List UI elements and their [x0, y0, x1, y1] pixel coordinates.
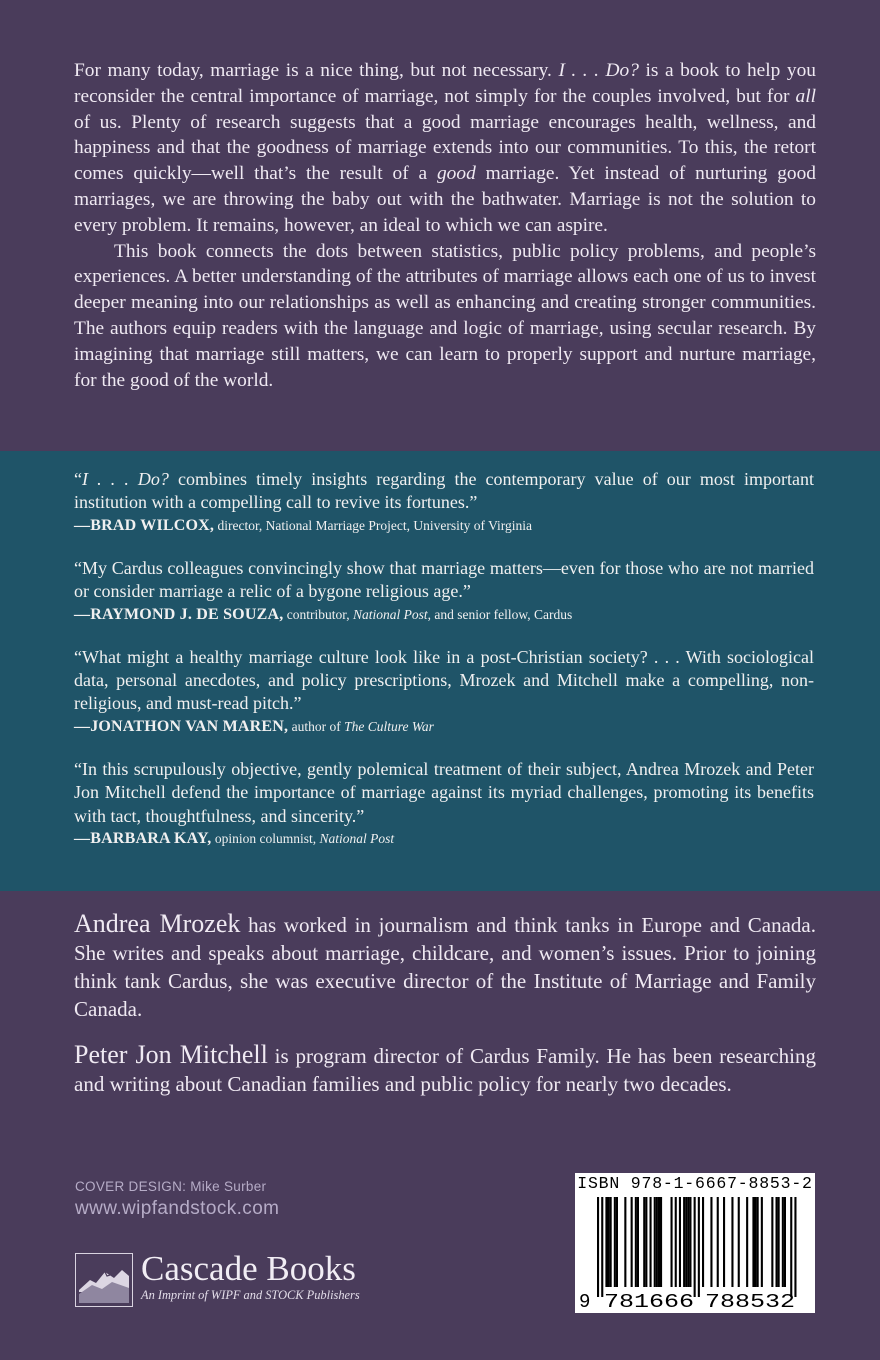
barcode-bar	[702, 1197, 704, 1287]
barcode-bar	[776, 1197, 778, 1287]
author-bio-text: has worked in journalism and think tanks in Europe and Canada. She writes and speaks about marriage, childcare, and women’s issues. Prior to joining think tank Cardus, she was executive director of the Institute of Marriage and Family Canada.	[74, 913, 817, 1021]
barcode-bar	[631, 1197, 633, 1287]
barcode-bar	[679, 1197, 681, 1287]
author-bio	[74, 910, 816, 1023]
barcode-digit-lead: 9	[579, 1291, 591, 1311]
barcode-digits	[575, 1289, 815, 1311]
barcode-bar	[675, 1197, 677, 1287]
endorser-name: —BRAD WILCOX,	[74, 516, 215, 534]
barcode-bars	[579, 1197, 811, 1297]
barcode-bar	[698, 1197, 700, 1297]
publisher-imprint	[75, 1251, 360, 1307]
endorsement	[74, 557, 814, 624]
barcode-bar	[605, 1197, 607, 1287]
barcode-bar	[683, 1197, 685, 1287]
barcode-bar	[738, 1197, 740, 1287]
barcode-bar	[608, 1197, 610, 1287]
barcode-bar	[784, 1197, 786, 1287]
barcode-bar	[597, 1197, 599, 1297]
barcode-bar	[687, 1197, 689, 1287]
barcode-bar	[755, 1197, 757, 1287]
barcode-bar	[635, 1197, 637, 1287]
barcode-bar	[658, 1197, 660, 1287]
endorsement-attribution	[74, 830, 814, 848]
mountain-logo-icon	[75, 1253, 133, 1307]
barcode-bar	[671, 1197, 673, 1287]
endorsements	[74, 468, 814, 870]
endorser-role: contributor, National Post, and senior fellow, Cardus	[283, 606, 573, 622]
description-paragraph-1: For many today, marriage is a nice thing, but not necessary. I . . . Do? is a book to help you reconsider the central importance of marriage, not simply for the couples involved, but for all of us. Plenty of research suggests that a good marriage encourages health, wellness, and happiness and that the goodness of marriage extends into our communities. To this, the retort comes quickly—well that’s the result of a good marriage. Yet instead of nurturing good marriages, we are throwing the baby out with the bathwater. Marriage is not the solution to every problem. It remains, however, an ideal to which we can aspire.	[74, 60, 816, 236]
barcode-bar	[614, 1197, 616, 1287]
endorser-role: author of The Culture War	[288, 718, 434, 734]
barcode-bar	[723, 1197, 725, 1287]
endorsement-attribution	[74, 606, 814, 624]
endorser-name: —BARBARA KAY,	[74, 830, 212, 848]
endorser-role: opinion columnist, National Post	[211, 831, 395, 847]
barcode-bar	[637, 1197, 639, 1287]
barcode-bar	[752, 1197, 754, 1287]
barcode-bar	[761, 1197, 763, 1287]
endorsement-attribution	[74, 718, 814, 736]
barcode-bar	[610, 1197, 612, 1287]
barcode-bar	[660, 1197, 662, 1287]
barcode-bar	[645, 1197, 647, 1287]
barcode-bar	[778, 1197, 780, 1287]
author-bio-text: is program director of Cardus Family. He has been researching and writing about Canadian families and public policy for nearly two decades.	[74, 1044, 816, 1096]
isbn-label: ISBN 978-1-6667-8853-2	[577, 1174, 813, 1193]
endorsement	[74, 646, 814, 736]
author-bios	[74, 910, 816, 1116]
barcode-bar	[771, 1197, 773, 1287]
endorsement-text: “In this scrupulously objective, gently polemical treatment of their subject, Andrea Mrozek and Peter Jon Mitchell defend the importance of marriage against its myriad challenges, promoting its benefits with tact, thoughtfulness, and sincerity.”	[74, 758, 814, 826]
author-bio	[74, 1041, 816, 1098]
endorsement-text: “My Cardus colleagues convincingly show that marriage matters—even for those who are not married or consider marriage a relic of a bygone religious age.”	[74, 557, 814, 602]
barcode-bar	[601, 1197, 603, 1297]
credits	[75, 1179, 279, 1220]
endorsement-attribution	[74, 517, 814, 535]
barcode-bar	[685, 1197, 687, 1287]
barcode-bar	[731, 1197, 733, 1287]
barcode-bar	[757, 1197, 759, 1287]
isbn-barcode	[575, 1173, 815, 1313]
endorsement	[74, 758, 814, 848]
barcode-bar	[616, 1197, 618, 1287]
publisher-website-link[interactable]: www.wipfandstock.com	[75, 1198, 280, 1219]
barcode-bar	[790, 1197, 792, 1297]
endorsement	[74, 468, 814, 535]
barcode-bar	[782, 1197, 784, 1287]
barcode-bar	[710, 1197, 712, 1287]
endorser-name: —RAYMOND J. DE SOUZA,	[74, 605, 284, 623]
barcode-digits-right: 788532	[705, 1291, 795, 1311]
barcode-bar	[717, 1197, 719, 1287]
barcode-bar	[654, 1197, 656, 1287]
barcode-bar	[650, 1197, 652, 1287]
author-name: Andrea Mrozek	[74, 909, 241, 938]
endorser-role: director, National Marriage Project, University of Virginia	[214, 517, 533, 533]
publisher-name: Cascade Books	[141, 1249, 356, 1288]
author-name: Peter Jon Mitchell	[74, 1040, 268, 1069]
endorser-name: —JONATHON VAN MAREN,	[74, 717, 289, 735]
barcode-bar	[694, 1197, 696, 1297]
endorsement-text: “What might a healthy marriage culture look like in a post-Christian society? . . . With sociological data, personal anecdotes, and policy prescriptions, Mrozek and Mitchell make a compelling, non-religious, and must-read pitch.”	[74, 646, 814, 714]
barcode-bar	[643, 1197, 645, 1287]
barcode-bar	[656, 1197, 658, 1287]
publisher-tagline: An Imprint of WIPF and STOCK Publishers	[141, 1288, 360, 1302]
endorsement-text: “I . . . Do? combines timely insights regarding the contemporary value of our most important institution with a compelling call to revive its fortunes.”	[74, 469, 814, 513]
cover-design-credit: COVER DESIGN: Mike Surber	[75, 1179, 267, 1194]
barcode-bar	[689, 1197, 691, 1287]
barcode-bar	[794, 1197, 796, 1297]
description-paragraph-2: This book connects the dots between statistics, public policy problems, and people’s experiences. A better understanding of the attributes of marriage allows each one of us to invest deeper meaning into our relationships as well as enhancing and creating stronger communities. The authors equip readers with the language and logic of marriage, using secular research. By imagining that marriage still matters, we can learn to properly support and nurture marriage, for the good of the world.	[74, 240, 816, 391]
barcode-bar	[746, 1197, 748, 1287]
book-description	[74, 58, 816, 393]
barcode-digits-left: 781666	[604, 1291, 694, 1311]
barcode-bar	[624, 1197, 626, 1287]
